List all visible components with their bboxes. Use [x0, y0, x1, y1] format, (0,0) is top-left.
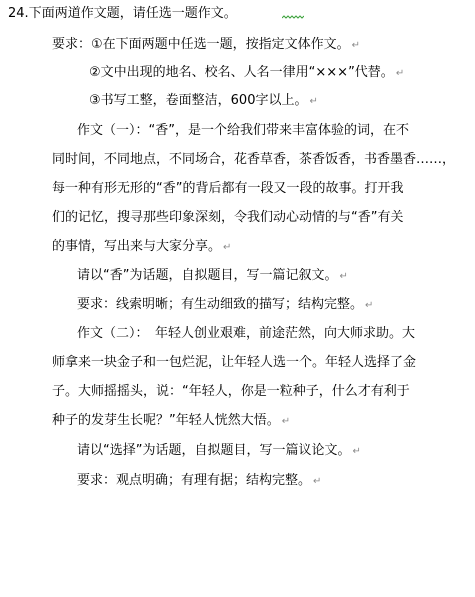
paragraph-mark-icon: ↵	[223, 242, 232, 253]
essay1-line-2	[52, 152, 455, 168]
requirement-text: ③书写工整，卷面整洁，600字以上。	[89, 93, 308, 108]
essay-text-line: 作文（一）：“香”，是一个给我们带来丰富体验的词，在不	[77, 123, 409, 138]
essay1-line-3	[52, 181, 403, 197]
requirement-1	[52, 37, 360, 53]
requirement-text: 要求：线索明晰；有生动细致的描写；结构完整。	[77, 297, 364, 312]
requirement-text: ①在下面两题中任选一题，按指定文体作文。	[91, 37, 350, 52]
essay-text-line: 们的记忆，搜寻那些印象深刻，令我们动心动情的与“香”有关	[52, 210, 404, 225]
paragraph-mark-icon: ↵	[351, 40, 361, 51]
question-text: 下面两道作文题，请任选一题作文。	[28, 6, 237, 21]
essay1-requirement	[77, 297, 373, 313]
grammar-squiggle	[282, 15, 304, 19]
essay2-instruction	[77, 443, 361, 459]
requirements-label: 要求：	[52, 37, 92, 52]
essay2-requirement	[77, 473, 321, 489]
essay2-line-4	[52, 413, 290, 429]
essay1-instruction	[77, 268, 348, 284]
essay-text-line: 每一种有形无形的“香”的背后都有一段又一段的故事。打开我	[52, 181, 404, 196]
essay-text-line: 子。大师摇摇头，说：“年轻人，你是一粒种子，什么才有利于	[52, 384, 410, 399]
paragraph-mark-icon: ↵	[313, 476, 322, 487]
essay-text-line: 种子的发芽生长呢？”年轻人恍然大悟。	[52, 413, 280, 428]
paragraph-mark-icon: ↵	[309, 96, 318, 107]
essay2-line-3	[52, 384, 410, 400]
paragraph-mark-icon: ↵	[281, 416, 291, 427]
instruction-text: 请以“选择”为话题，自拟题目，写一篇议论文。	[77, 443, 351, 458]
paragraph-mark-icon: ↵	[365, 300, 374, 311]
essay2-line-2	[52, 355, 416, 371]
requirement-text: ②文中出现的地名、校名、人名一律用“×××”代替。	[89, 65, 394, 80]
requirement-3	[89, 93, 318, 109]
paragraph-mark-icon: ↵	[352, 446, 361, 457]
essay2-line-1	[77, 326, 415, 342]
essay1-line-1	[77, 123, 409, 139]
requirement-2	[89, 65, 404, 81]
essay-text-line: 同时间，不同地点，不同场合，花香草香，茶香饭香，书香墨香……，	[52, 152, 456, 167]
essay1-line-5	[52, 239, 231, 255]
paragraph-mark-icon: ↵	[339, 271, 348, 282]
essay-text-line: 师拿来一块金子和一包烂泥，让年轻人选一个。年轻人选择了金	[52, 355, 417, 370]
question-number: 24.	[8, 6, 29, 21]
question-header	[8, 6, 237, 22]
instruction-text: 请以“香”为话题，自拟题目，写一篇记叙文。	[77, 268, 338, 283]
essay-text-line: 的事情，写出来与大家分享。	[52, 239, 222, 254]
essay-text-line: 作文（二）： 年轻人创业艰难，前途茫然，向大师求助。大	[77, 326, 416, 341]
requirement-text: 要求：观点明确；有理有据；结构完整。	[77, 473, 312, 488]
essay1-line-4	[52, 210, 403, 226]
paragraph-mark-icon: ↵	[395, 68, 405, 79]
